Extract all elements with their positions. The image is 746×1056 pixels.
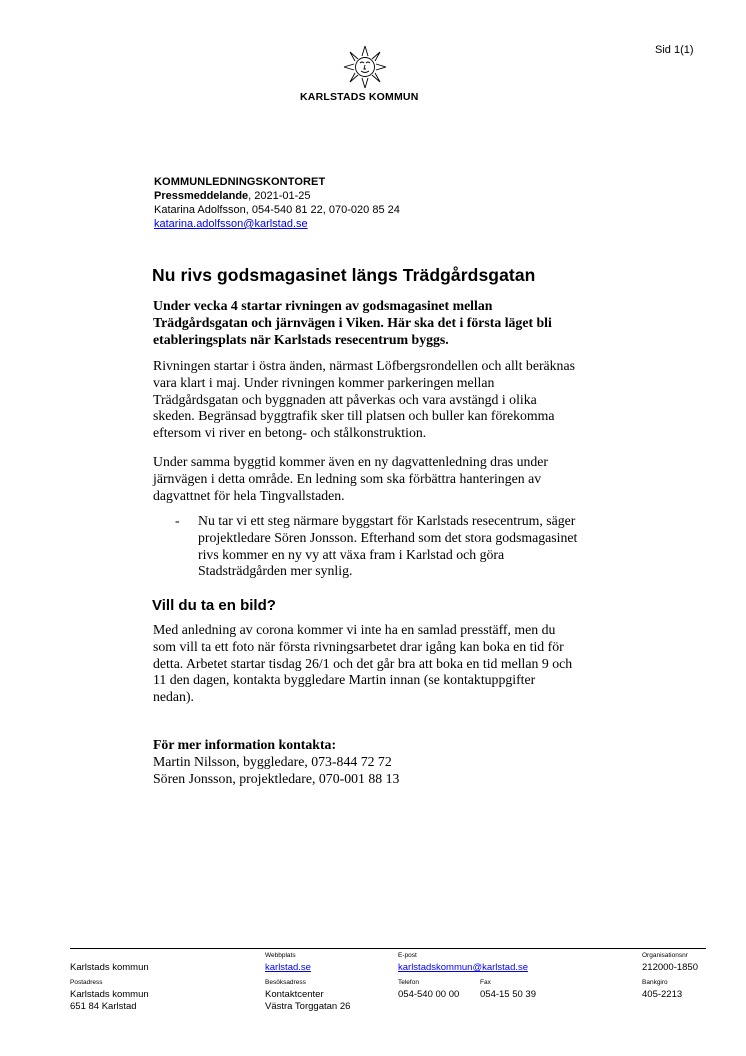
subheading: Vill du ta en bild?	[152, 597, 276, 614]
footer-phone-value: 054-540 00 00	[398, 989, 460, 1000]
contact-line-2: Sören Jonsson, projektledare, 070-001 88 13	[153, 771, 400, 786]
contact-line-1: Martin Nilsson, byggledare, 073-844 72 72	[153, 754, 392, 769]
quote-bullet: -	[175, 513, 180, 528]
headline: Nu rivs godsmagasinet längs Trädgårdsgatan	[152, 265, 536, 285]
footer-bankgiro-label: Bankgiro	[642, 979, 668, 986]
organization-name: KARLSTADS KOMMUN	[300, 91, 419, 103]
body-paragraph-3: Med anledning av corona kommer vi inte ha en samlad presstäff, men du som vill ta ett foto när första rivningsarbetet drar igång kan boka en tid för detta. Arbetet startar tisdag 26/1 och det går bra att boka en tid mellan 9 och 11 den dagen, kontakta byggledare Martin innan (se kontaktuppgifter nedan).	[153, 622, 573, 705]
footer-post-line2: 651 84 Karlstad	[70, 1001, 137, 1012]
footer-divider	[70, 948, 706, 949]
lead-paragraph: Under vecka 4 startar rivningen av godsmagasinet mellan Trädgårdsgatan och järnvägen i Viken. Här ska det i första läget bli etableringsplats när Karlstads resecentrum byggs.	[153, 298, 552, 347]
footer-fax-label: Fax	[480, 979, 491, 986]
body-paragraph-1: Rivningen startar i östra änden, närmast Löfbergsrondellen och allt beräknas vara klart i maj. Under rivningen kommer parkeringen mellan Trädgårdsgatan och byggnaden att påverkas och vara avstängd i olika skeden. Begränsad byggtrafik sker till platsen och buller kan förekomma eftersom vi river en betong- och stålkonstruktion.	[153, 358, 575, 441]
footer-phone-label: Telefon	[398, 979, 419, 986]
doc-date: , 2021-01-25	[248, 190, 311, 202]
body-paragraph-2: Under samma byggtid kommer även en ny dagvattenledning dras under järnvägen i detta område. En ledning som ska förbättra hanteringen av dagvattnet för hela Tingvallstaden.	[153, 454, 549, 503]
footer-email-link[interactable]: karlstadskommun@karlstad.se	[398, 962, 529, 973]
footer-bankgiro-value: 405-2213	[642, 989, 683, 1000]
sun-face-logo-icon	[340, 42, 390, 92]
doc-type: Pressmeddelande	[154, 190, 249, 202]
footer-post-label: Postadress	[70, 979, 103, 986]
footer-name: Karlstads kommun	[70, 962, 149, 973]
footer-fax-value: 054-15 50 39	[480, 989, 536, 1000]
quote-paragraph: Nu tar vi ett steg närmare byggstart för Karlstads resecentrum, säger projektledare Sören Jonsson. Efterhand som det stora godsmagasinet rivs kommer en ny vy att växa fram i Karlstad och göra Stadsträdgården mer synlig.	[198, 513, 578, 579]
footer-orgnr-label: Organisationsnr	[642, 952, 688, 959]
footer-orgnr-value: 212000-1850	[642, 962, 698, 973]
contact-heading: För mer information kontakta:	[153, 737, 337, 752]
doc-type-line	[154, 189, 400, 203]
contact-person: Katarina Adolfsson, 054-540 81 22, 070-020 85 24	[154, 204, 400, 216]
page-number: Sid 1(1)	[655, 44, 694, 56]
footer-email-label: E-post	[398, 952, 417, 959]
contact-email-link[interactable]: katarina.adolfsson@karlstad.se	[154, 218, 308, 230]
footer-visit-label: Besöksadress	[265, 979, 306, 986]
footer-visit-line1: Kontaktcenter	[265, 989, 324, 1000]
footer-post-line1: Karlstads kommun	[70, 989, 149, 1000]
footer-web-label: Webbplats	[265, 952, 296, 959]
footer-visit-line2: Västra Torggatan 26	[265, 1001, 351, 1012]
sender-block	[154, 175, 400, 231]
footer-web-link[interactable]: karlstad.se	[265, 962, 311, 973]
department: KOMMUNLEDNINGSKONTORET	[154, 176, 326, 188]
